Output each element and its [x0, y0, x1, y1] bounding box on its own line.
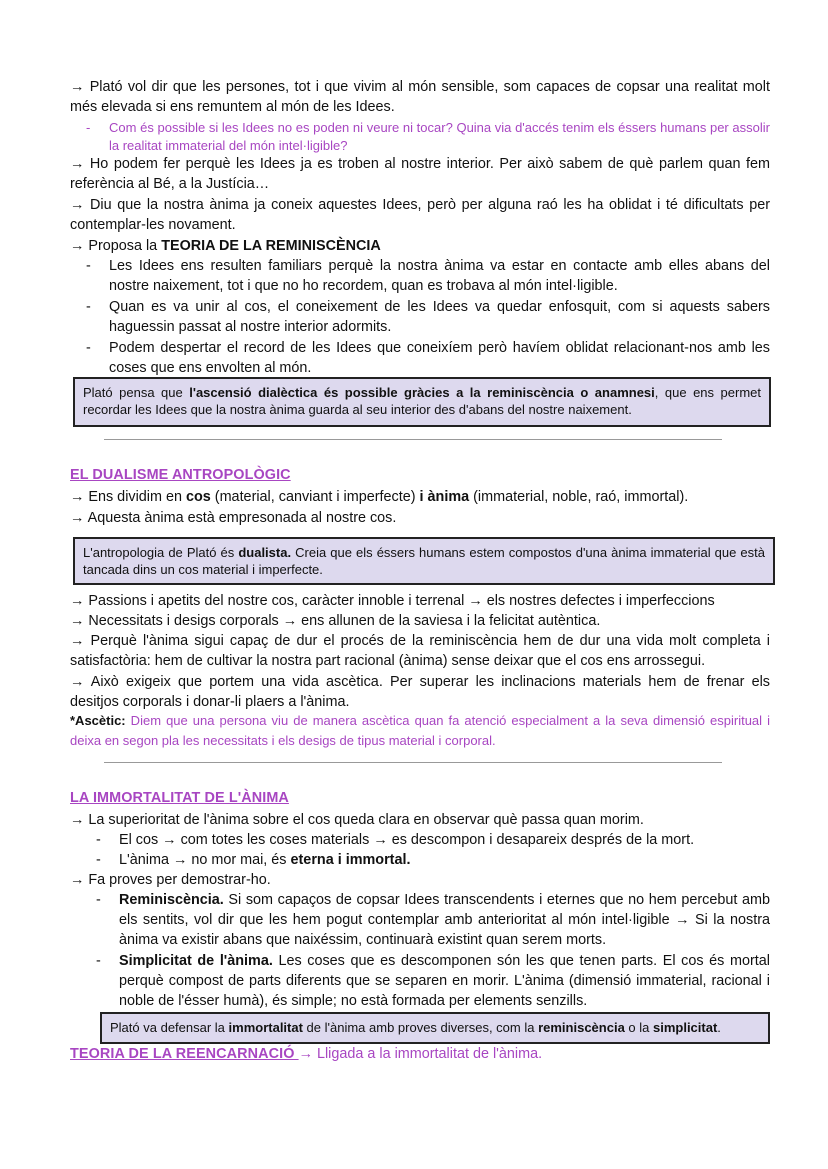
summary-box-reminiscencia [73, 377, 771, 427]
paragraph-superioritat: → La superioritat de l'ànima sobre el cos queda clara en observar què passa quan morim. [70, 812, 644, 828]
list-item-text [119, 951, 770, 1012]
bullet-dash: - [96, 953, 101, 969]
bold-span: i ànima [419, 489, 470, 505]
bullet-dash: - [86, 340, 91, 356]
note-ascetic [70, 711, 770, 751]
list-item [96, 830, 770, 850]
list-item [86, 256, 770, 296]
paragraph-necessitats: → Necessitats i desigs corporals → ens allunen de la saviesa i la felicitat autèntica. [70, 613, 601, 629]
summary-box-immortalitat [100, 1012, 770, 1044]
box-bold: l'ascensió dialèctica és possible gràcies a la reminiscència o anamnesi [189, 385, 655, 400]
summary-box-dualista [73, 537, 775, 585]
reincarnation-text: → Lligada a la immortalitat de l'ànima. [298, 1046, 543, 1062]
paragraph-empresonada: → Aquesta ànima està empresonada al nostre cos. [70, 510, 397, 526]
paragraph-passions: → Passions i apetits del nostre cos, caràcter innoble i terrenal → els nostres defectes i imperfeccions [70, 593, 715, 609]
list-item [86, 297, 770, 337]
question-text: Com és possible si les Idees no es poden ni veure ni tocar? Quina via d'accés tenim els éssers humans per assolir la realitat immaterial del món intel·ligible? [109, 120, 770, 153]
box-text: Plató va defensar la [110, 1020, 229, 1035]
section-heading-dualisme: EL DUALISME ANTROPOLÒGIC [70, 467, 291, 483]
bullet-dash: - [96, 832, 101, 848]
box-bold: dualista. [238, 545, 292, 560]
section-heading-immortalitat: LA IMMORTALITAT DE L'ÀNIMA [70, 790, 289, 806]
paragraph-idees-interior: → Ho podem fer perquè les Idees ja es troben al nostre interior. Per això sabem de què parlem quan fem referència al Bé, a la Justícia… [70, 156, 770, 193]
bullet-dash: - [86, 120, 91, 135]
section-heading-reencarnacio: TEORIA DE LA REENCARNACIÓ [70, 1046, 299, 1062]
paragraph-anima-coneix: → Diu que la nostra ànima ja coneix aquestes Idees, però per alguna raó les ha oblidat i té dificultats per contemplar-les novament. [70, 197, 770, 234]
list-item-text: Podem despertar el record de les Idees que coneixíem però havíem oblidat relacionant-nos amb les coses que ens envolten al món. [109, 340, 770, 377]
box-text: L'antropologia de Plató és [83, 545, 239, 560]
list-item [96, 850, 770, 870]
divider [104, 439, 722, 440]
box-text: de l'ànima amb proves diverses, com la [302, 1020, 539, 1035]
box-bold: reminiscència [538, 1020, 625, 1035]
bold-span: eterna i immortal. [290, 852, 411, 868]
question-item [86, 119, 770, 154]
box-text: . [717, 1020, 721, 1035]
text-span: Les coses que es descomponen són les que tenen parts. El cos és mortal perquè compost de parts diferents que se separen en morir. L'ànima (dimensió immaterial, racional i noble de l'ésser humà), és simple; no està formada per elements senzills. [119, 953, 770, 1010]
paragraph-proves: → Fa proves per demostrar-ho. [70, 872, 271, 888]
teoria-title: TEORIA DE LA REMINISCÈNCIA [161, 238, 381, 254]
note-text: Diem que una persona viu de manera ascètica quan fa atenció especialment a la seva dimensió espiritual i deixa en segon pla les necessitats i els desigs de tipus material i corporal. [70, 713, 770, 748]
box-text: , que ens permet recordar les Idees que la nostra ànima guarda al seu interior des d'abans del nostre naixement. [83, 385, 762, 417]
paragraph-cos-anima [70, 487, 770, 507]
box-text: Plató pensa que [83, 385, 190, 400]
list-item [86, 338, 770, 378]
paragraph-vida-ascetica: → Això exigeix que portem una vida ascètica. Per superar les inclinacions materials hem de frenar els desitjos corporals i donar-li plaers a l'ànima. [70, 674, 770, 711]
list-item-text [119, 850, 770, 870]
paragraph-teoria [70, 236, 770, 256]
bullet-dash: - [96, 892, 101, 908]
list-item-text: Quan es va unir al cos, el coneixement de les Idees va quedar enfosquit, com si aquests sabers haguessin passat al nostre interior adormits. [109, 299, 770, 336]
bullet-dash: - [96, 852, 101, 868]
bold-span: Simplicitat de l'ànima. [119, 953, 273, 969]
text-span: (material, canviant i imperfecte) [210, 489, 420, 505]
teoria-prefix: → Proposa la [70, 238, 162, 254]
box-text: Creia que els éssers humans estem compostos d'una ànima immaterial que està tancada dins un cos material i imperfecte. [83, 545, 765, 577]
box-text: o la [624, 1020, 653, 1035]
box-bold: simplicitat [652, 1020, 718, 1035]
bullet-dash: - [86, 258, 91, 274]
box-bold: immortalitat [228, 1020, 303, 1035]
text-span: Si som capaços de copsar Idees transcendents i eternes que no hem percebut amb els sentits, vol dir que les hem pogut contemplar amb anterioritat al món intel·ligible → Si la nostra ànima va existir abans que naixéssim, continuarà existint quan serem morts. [119, 892, 770, 949]
divider [104, 762, 722, 763]
bold-span: Reminiscència. [119, 892, 224, 908]
bold-span: cos [185, 489, 211, 505]
list-item-text [119, 890, 770, 951]
text-span: (immaterial, noble, raó, immortal). [469, 489, 689, 505]
bullet-dash: - [86, 299, 91, 315]
reincarnation-line [70, 1044, 542, 1064]
text-span: L'ànima → no mor mai, és [119, 852, 291, 868]
note-label: *Ascètic: [70, 713, 126, 728]
list-item [96, 951, 770, 1012]
list-item-text: El cos → com totes les coses materials → es descompon i desapareix després de la mort. [119, 832, 695, 848]
paragraph-plato-sensible: → Plató vol dir que les persones, tot i que vivim al món sensible, som capaces de copsar una realitat molt més elevada si ens remuntem al món de les Idees. [70, 79, 770, 116]
list-item [96, 890, 770, 951]
list-item-text: Les Idees ens resulten familiars perquè la nostra ànima va estar en contacte amb elles abans del nostre naixement, tot i que no ho recordem, quan es trobava al món intel·ligible. [109, 258, 770, 295]
paragraph-reminiscencia-vida: → Perquè l'ànima sigui capaç de dur el procés de la reminiscència hem de dur una vida molt completa i satisfactòria: hem de cultivar la nostra part racional (ànima) sense deixar que el cos ens arrossegui. [70, 633, 770, 670]
text-span: → Ens dividim en [70, 489, 186, 505]
